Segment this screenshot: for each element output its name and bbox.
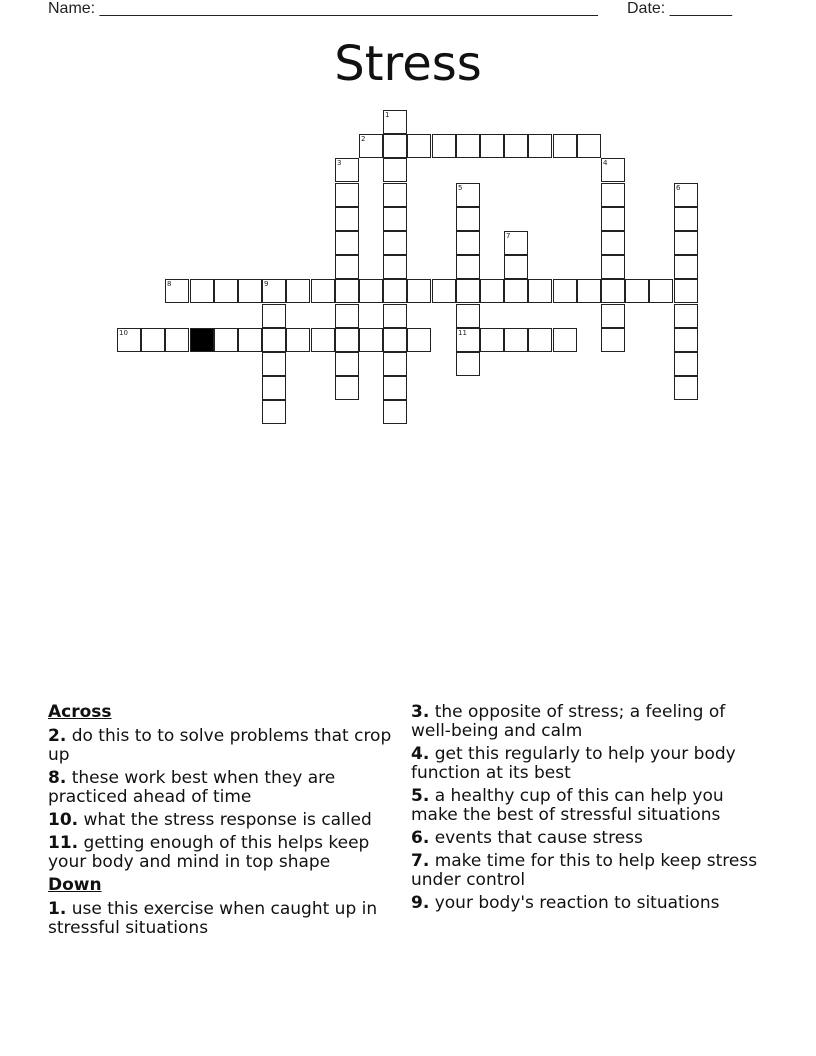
crossword-cell[interactable] — [456, 183, 480, 207]
crossword-cell[interactable] — [383, 255, 407, 279]
crossword-cell[interactable] — [674, 255, 698, 279]
crossword-cell[interactable] — [601, 183, 625, 207]
cell-number: 4 — [603, 159, 608, 167]
crossword-cell[interactable] — [456, 134, 480, 158]
crossword-cell[interactable] — [432, 279, 456, 303]
crossword-cell[interactable] — [625, 279, 649, 303]
crossword-cell[interactable] — [504, 328, 528, 352]
crossword-cell[interactable] — [528, 328, 552, 352]
crossword-cell[interactable] — [335, 376, 359, 400]
clue-number: 8. — [48, 768, 67, 788]
clue-text: your body's reaction to situations — [434, 893, 720, 913]
clue-number: 4. — [411, 744, 430, 764]
crossword-cell[interactable] — [335, 304, 359, 328]
clue-down-5 — [411, 787, 761, 825]
clue-text: getting enough of this helps keep your body and mind in top shape — [48, 833, 370, 872]
crossword-cell[interactable] — [262, 304, 286, 328]
crossword-black-cell — [190, 328, 214, 352]
crossword-cell[interactable] — [262, 352, 286, 376]
crossword-cell[interactable] — [383, 328, 407, 352]
cell-number: 6 — [676, 184, 681, 192]
crossword-cell[interactable] — [214, 328, 238, 352]
clue-text: the opposite of stress; a feeling of well-being and calm — [411, 702, 726, 741]
crossword-cell[interactable] — [504, 134, 528, 158]
crossword-cell[interactable] — [359, 328, 383, 352]
cell-number: 9 — [264, 280, 269, 288]
crossword-cell[interactable] — [674, 352, 698, 376]
cell-number: 5 — [458, 184, 463, 192]
crossword-cell[interactable] — [238, 279, 262, 303]
crossword-cell[interactable] — [456, 304, 480, 328]
crossword-cell[interactable] — [674, 231, 698, 255]
crossword-cell[interactable] — [674, 328, 698, 352]
crossword-cell[interactable] — [553, 279, 577, 303]
crossword-cell[interactable] — [335, 328, 359, 352]
page-title: Stress — [334, 36, 482, 92]
crossword-cell[interactable] — [383, 207, 407, 231]
clue-number: 9. — [411, 893, 430, 913]
clue-text: get this regularly to help your body function at its best — [411, 744, 736, 783]
clue-text: make time for this to help keep stress under control — [411, 851, 758, 890]
crossword-cell[interactable] — [456, 279, 480, 303]
crossword-cell[interactable] — [335, 183, 359, 207]
crossword-cell[interactable] — [335, 158, 359, 182]
clue-down-3 — [411, 703, 761, 741]
crossword-cell[interactable] — [190, 279, 214, 303]
crossword-cell[interactable] — [480, 279, 504, 303]
crossword-cell[interactable] — [456, 328, 480, 352]
clue-down-4 — [411, 745, 761, 783]
crossword-cell[interactable] — [528, 279, 552, 303]
crossword-cell[interactable] — [504, 255, 528, 279]
crossword-cell[interactable] — [335, 207, 359, 231]
crossword-cell[interactable] — [674, 279, 698, 303]
clue-column-left — [48, 703, 393, 942]
crossword-cell[interactable] — [456, 352, 480, 376]
clue-down-1 — [48, 900, 393, 938]
crossword-cell[interactable] — [456, 207, 480, 231]
clue-down-6 — [411, 829, 761, 848]
crossword-cell[interactable] — [117, 328, 141, 352]
crossword-cell[interactable] — [262, 400, 286, 424]
crossword-cell[interactable] — [262, 376, 286, 400]
cell-number: 10 — [119, 329, 128, 337]
crossword-cell[interactable] — [504, 279, 528, 303]
clue-down-9 — [411, 894, 761, 913]
crossword-cell[interactable] — [456, 231, 480, 255]
crossword-cell[interactable] — [577, 279, 601, 303]
crossword-cell[interactable] — [383, 231, 407, 255]
crossword-cell[interactable] — [601, 158, 625, 182]
crossword-cell[interactable] — [407, 328, 431, 352]
clue-across-10 — [48, 811, 393, 830]
cell-number: 8 — [167, 280, 172, 288]
crossword-cell[interactable] — [238, 328, 262, 352]
clue-text: events that cause stress — [434, 828, 643, 848]
crossword-cell[interactable] — [286, 279, 310, 303]
crossword-cell[interactable] — [383, 134, 407, 158]
crossword-cell[interactable] — [601, 255, 625, 279]
crossword-cell[interactable] — [674, 304, 698, 328]
clue-text: what the stress response is called — [83, 810, 372, 830]
crossword-cell[interactable] — [456, 255, 480, 279]
crossword-cell[interactable] — [601, 279, 625, 303]
clue-number: 5. — [411, 786, 430, 806]
clue-number: 6. — [411, 828, 430, 848]
crossword-cell[interactable] — [311, 328, 335, 352]
crossword-cell[interactable] — [335, 255, 359, 279]
cell-number: 1 — [385, 111, 390, 119]
clue-number: 7. — [411, 851, 430, 871]
clue-column-right — [411, 703, 761, 917]
crossword-cell[interactable] — [383, 304, 407, 328]
crossword-cell[interactable] — [601, 207, 625, 231]
date-field-label: Date: _______ — [627, 0, 732, 17]
crossword-cell[interactable] — [601, 328, 625, 352]
crossword-cell[interactable] — [674, 207, 698, 231]
across-heading: Across — [48, 702, 112, 722]
crossword-cell[interactable] — [359, 134, 383, 158]
clue-down-7 — [411, 852, 761, 890]
crossword-cell[interactable] — [649, 279, 673, 303]
clue-text: these work best when they are practiced ahead of time — [48, 768, 336, 807]
crossword-cell[interactable] — [165, 328, 189, 352]
cell-number: 3 — [337, 159, 342, 167]
cell-number: 2 — [361, 135, 366, 143]
crossword-cell[interactable] — [577, 134, 601, 158]
crossword-cell[interactable] — [407, 134, 431, 158]
crossword-cell[interactable] — [383, 279, 407, 303]
crossword-cell[interactable] — [432, 134, 456, 158]
crossword-cell[interactable] — [383, 400, 407, 424]
clue-text: use this exercise when caught up in stressful situations — [48, 899, 378, 938]
crossword-cell[interactable] — [407, 279, 431, 303]
crossword-cell[interactable] — [601, 304, 625, 328]
clue-text: a healthy cup of this can help you make the best of stressful situations — [411, 786, 724, 825]
crossword-cell[interactable] — [553, 328, 577, 352]
crossword-cell[interactable] — [335, 231, 359, 255]
crossword-cell[interactable] — [262, 328, 286, 352]
crossword-cell[interactable] — [286, 328, 310, 352]
crossword-cell[interactable] — [359, 279, 383, 303]
crossword-cell[interactable] — [383, 110, 407, 134]
crossword-cell[interactable] — [311, 279, 335, 303]
crossword-cell[interactable] — [141, 328, 165, 352]
crossword-cell[interactable] — [528, 134, 552, 158]
crossword-cell[interactable] — [165, 279, 189, 303]
crossword-cell[interactable] — [480, 134, 504, 158]
crossword-cell[interactable] — [262, 279, 286, 303]
clue-text: do this to to solve problems that crop up — [48, 726, 392, 765]
clue-number: 1. — [48, 899, 67, 919]
cell-number: 7 — [506, 232, 511, 240]
crossword-cell[interactable] — [214, 279, 238, 303]
crossword-cell[interactable] — [674, 183, 698, 207]
crossword-cell[interactable] — [504, 231, 528, 255]
crossword-cell[interactable] — [674, 376, 698, 400]
clue-across-8 — [48, 769, 393, 807]
clue-number: 2. — [48, 726, 67, 746]
down-heading: Down — [48, 875, 102, 895]
crossword-cell[interactable] — [383, 376, 407, 400]
crossword-cell[interactable] — [383, 352, 407, 376]
crossword-cell[interactable] — [335, 279, 359, 303]
crossword-cell[interactable] — [553, 134, 577, 158]
clue-number: 3. — [411, 702, 430, 722]
clue-number: 10. — [48, 810, 79, 830]
clue-across-2 — [48, 727, 393, 765]
crossword-cell[interactable] — [480, 328, 504, 352]
name-field-label: Name: ________________________________________________________ — [48, 0, 598, 17]
crossword-cell[interactable] — [383, 183, 407, 207]
clue-number: 11. — [48, 833, 79, 853]
cell-number: 11 — [458, 329, 467, 337]
crossword-cell[interactable] — [383, 158, 407, 182]
clue-across-11 — [48, 834, 393, 872]
crossword-cell[interactable] — [335, 352, 359, 376]
crossword-cell[interactable] — [601, 231, 625, 255]
